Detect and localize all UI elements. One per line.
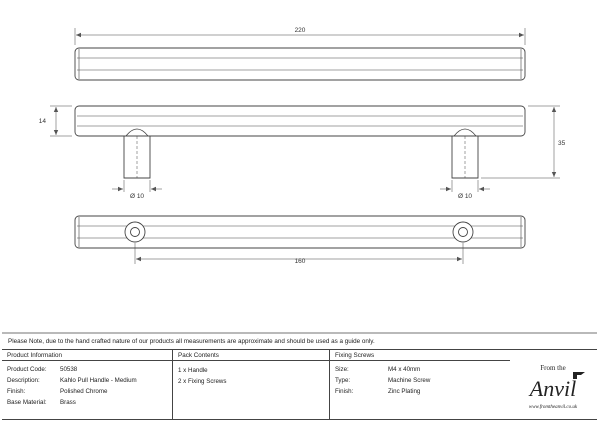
logo-brand: Anvil <box>529 376 577 401</box>
top-view <box>75 28 525 80</box>
product-code-value: 50538 <box>60 366 78 373</box>
pack-contents-heading: Pack Contents <box>173 350 329 361</box>
screw-finish-label: Finish: <box>335 388 354 395</box>
side-view <box>50 106 560 192</box>
description-label: Description: <box>7 377 40 384</box>
screw-type-label: Type: <box>335 377 351 384</box>
description-value: Kahlo Pull Handle - Medium <box>60 377 137 384</box>
dimension-bar-thickness: 14 <box>38 118 46 125</box>
dimension-fixing-centres: 160 <box>294 258 306 265</box>
screw-finish-value: Zinc Plating <box>388 388 421 395</box>
dimension-post-diameter-right: Ø 10 <box>457 193 473 200</box>
screw-size-value: M4 x 40mm <box>388 366 421 373</box>
base-material-value: Brass <box>60 399 76 406</box>
specification-table <box>2 349 597 420</box>
product-information-panel <box>2 350 172 419</box>
dimension-overall-length: 220 <box>294 27 306 34</box>
logo-url: www.fromtheanvil.co.uk <box>528 405 578 410</box>
dimension-projection: 35 <box>558 140 566 147</box>
pack-item: 1 x Handle <box>178 367 208 374</box>
product-information-heading: Product Information <box>2 350 172 361</box>
disclaimer-note: Please Note, due to the hand crafted nature of our products all measurements are approximate and should be used as a guide only. <box>8 338 375 345</box>
pack-contents-panel <box>172 350 329 419</box>
bottom-view <box>75 216 525 264</box>
screw-size-label: Size: <box>335 366 349 373</box>
fixing-screws-panel <box>329 350 597 419</box>
screw-type-value: Machine Screw <box>388 377 431 384</box>
logo-from-the: From the <box>540 364 566 372</box>
product-code-label: Product Code: <box>7 366 47 373</box>
finish-label: Finish: <box>7 388 26 395</box>
pack-item: 2 x Fixing Screws <box>178 378 227 385</box>
finish-value: Polished Chrome <box>60 388 108 395</box>
from-the-anvil-logo <box>515 360 591 418</box>
fixing-screws-heading: Fixing Screws <box>330 350 510 361</box>
base-material-label: Base Material: <box>7 399 47 406</box>
dimension-post-diameter-left: Ø 10 <box>129 193 145 200</box>
